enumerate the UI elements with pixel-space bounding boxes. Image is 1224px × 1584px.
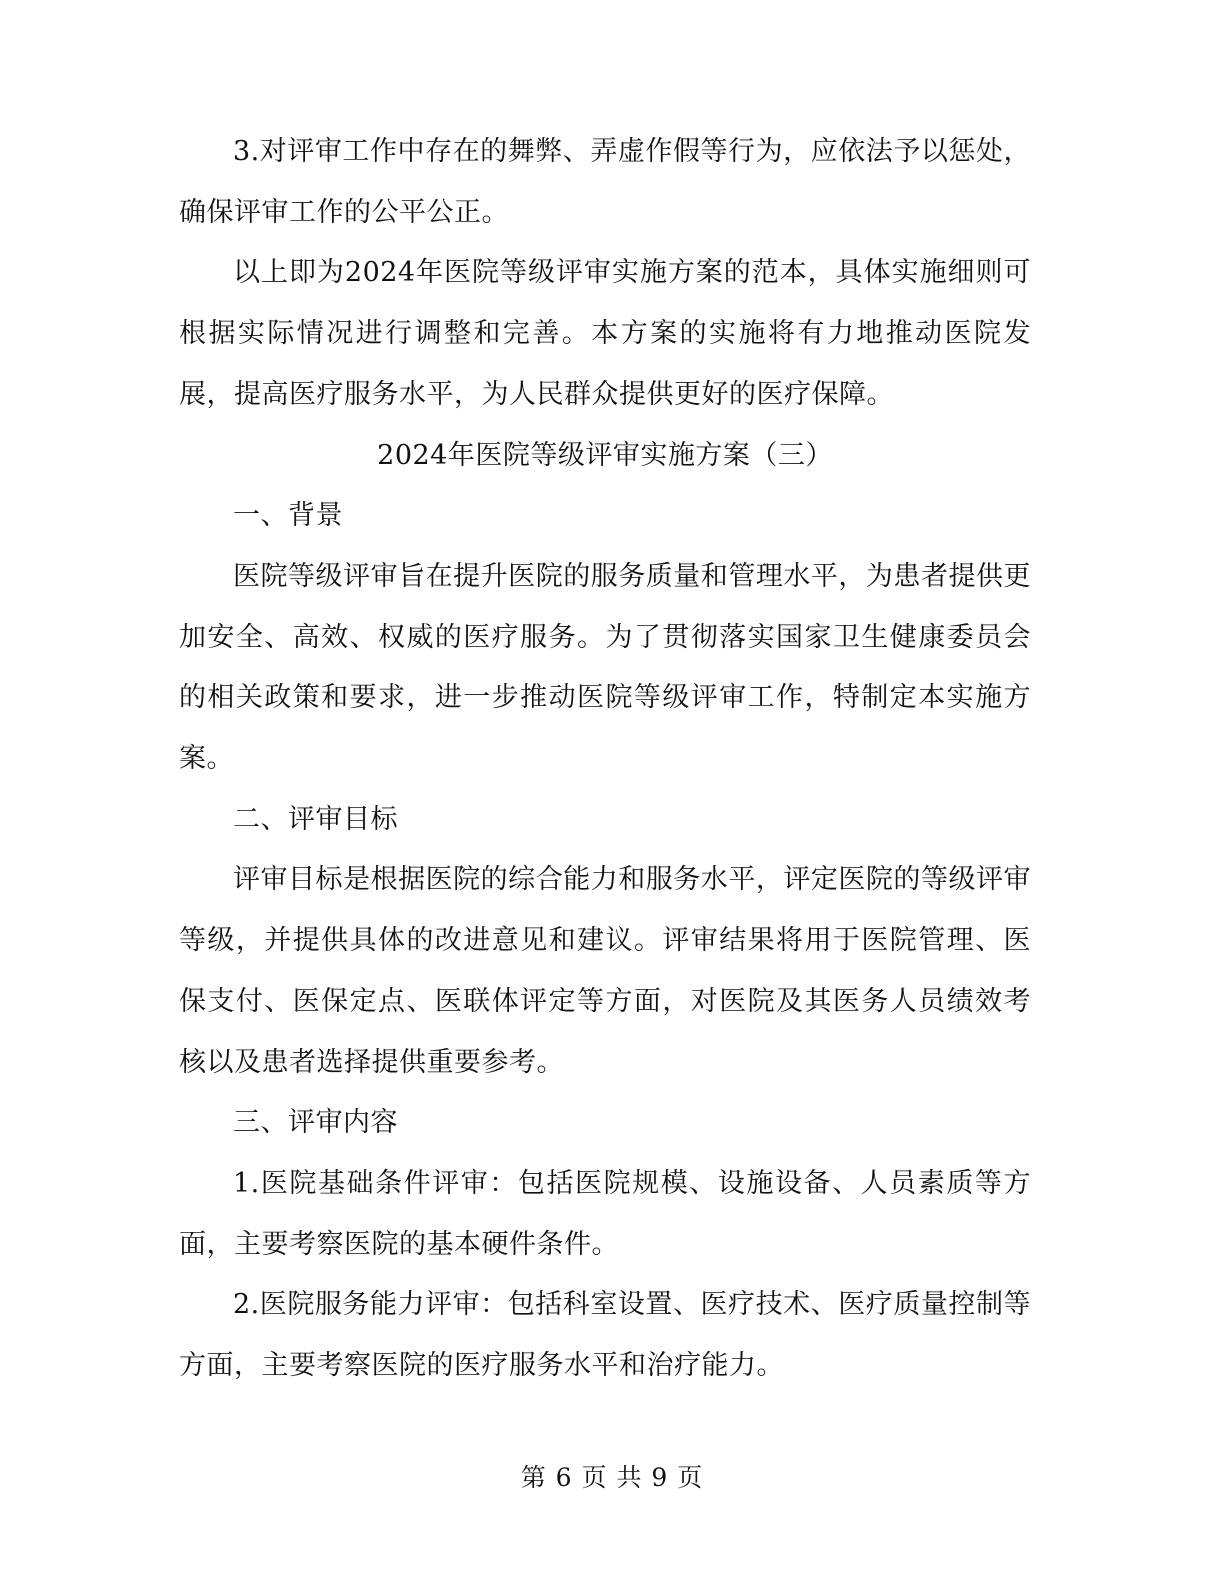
- paragraph-summary: 以上即为2024年医院等级评审实施方案的范本，具体实施细则可根据实际情况进行调整和完善。本方案的实施将有力地推动医院发展，提高医疗服务水平，为人民群众提供更好的医疗保障。: [179, 257, 1031, 410]
- heading-goal: 二、评审目标: [233, 803, 398, 835]
- paragraph-penalty: 3.对评审工作中存在的舞弊、弄虚作假等行为，应依法予以惩处，确保评审工作的公平公正。: [179, 136, 1031, 228]
- paragraph-background: 医院等级评审旨在提升医院的服务质量和管理水平，为患者提供更加安全、高效、权威的医疗服务。为了贯彻落实国家卫生健康委员会的相关政策和要求，进一步推动医院等级评审工作，特制定本实施方案。: [179, 560, 1031, 775]
- document-content: [179, 122, 1031, 1397]
- paragraph-content-1: 1.医院基础条件评审：包括医院规模、设施设备、人员素质等方面，主要考察医院的基本硬件条件。: [179, 1167, 1031, 1260]
- paragraph-content-2: 2.医院服务能力评审：包括科室设置、医疗技术、医疗质量控制等方面，主要考察医院的医疗服务水平和治疗能力。: [179, 1289, 1031, 1382]
- heading-content: 三、评审内容: [233, 1107, 398, 1139]
- section-title: 2024年医院等级评审实施方案（三）: [377, 439, 833, 471]
- paragraph-goal: 评审目标是根据医院的综合能力和服务水平，评定医院的等级评审等级，并提供具体的改进意见和建议。评审结果将用于医院管理、医保支付、医保定点、医联体评定等方面，对医院及其医务人员绩效考核以及患者选择提供重要参考。: [179, 864, 1031, 1078]
- page-number-footer: 第 6 页 共 9 页: [520, 1463, 704, 1492]
- heading-background: 一、背景: [233, 500, 343, 532]
